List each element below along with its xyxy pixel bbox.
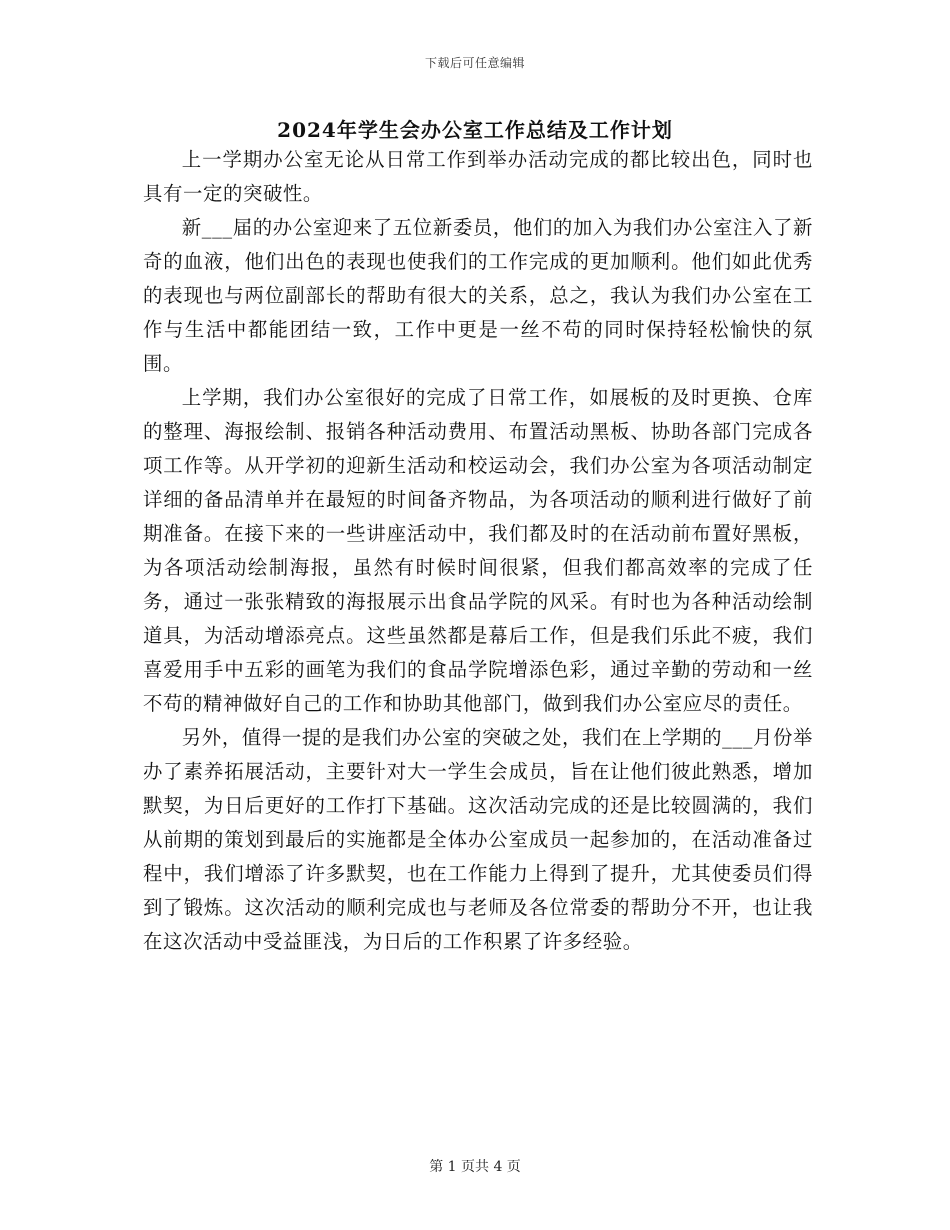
document-title: 2024年学生会办公室工作总结及工作计划: [277, 118, 673, 142]
header-note: 下载后可任意编辑: [424, 56, 525, 70]
document-body: [143, 143, 813, 959]
paragraph-3: 上学期，我们办公室很好的完成了日常工作，如展板的及时更换、仓库的整理、海报绘制、报销各种活动费用、布置活动黑板、协助各部门完成各项工作等。从开学初的迎新生活动和校运动会，我们办公室为各项活动制定详细的备品清单并在最短的时间备齐物品，为各项活动的顺利进行做好了前期准备。在接下来的一些讲座活动中，我们都及时的在活动前布置好黑板，为各项活动绘制海报，虽然有时候时间很紧，但我们都高效率的完成了任务，通过一张张精致的海报展示出食品学院的风采。有时也为各种活动绘制道具，为活动增添亮点。这些虽然都是幕后工作，但是我们乐此不疲，我们喜爱用手中五彩的画笔为我们的食品学院增添色彩，通过辛勤的劳动和一丝不苟的精神做好自己的工作和协助其他部门，做到我们办公室应尽的责任。: [143, 386, 813, 715]
paragraph-4: 另外，值得一提的是我们办公室的突破之处，我们在上学期的___月份举办了素养拓展活动，主要针对大一学生会成员，旨在让他们彼此熟悉，增加默契，为日后更好的工作打下基础。这次活动完成的还是比较圆满的，我们从前期的策划到最后的实施都是全体办公室成员一起参加的，在活动准备过程中，我们增添了许多默契，也在工作能力上得到了提升，尤其使委员们得到了锻炼。这次活动的顺利完成也与老师及各位常委的帮助分不开，也让我在这次活动中受益匪浅，为日后的工作积累了许多经验。: [143, 726, 813, 953]
paragraph-2: 新___届的办公室迎来了五位新委员，他们的加入为我们办公室注入了新奇的血液，他们出色的表现也使我们的工作完成的更加顺利。他们如此优秀的表现也与两位副部长的帮助有很大的关系，总之，我认为我们办公室在工作与生活中都能团结一致，工作中更是一丝不苟的同时保持轻松愉快的氛围。: [143, 216, 813, 375]
page-number-footer: 第 1 页共 4 页: [429, 1159, 521, 1175]
paragraph-1: 上一学期办公室无论从日常工作到举办活动完成的都比较出色，同时也具有一定的突破性。: [143, 148, 813, 205]
